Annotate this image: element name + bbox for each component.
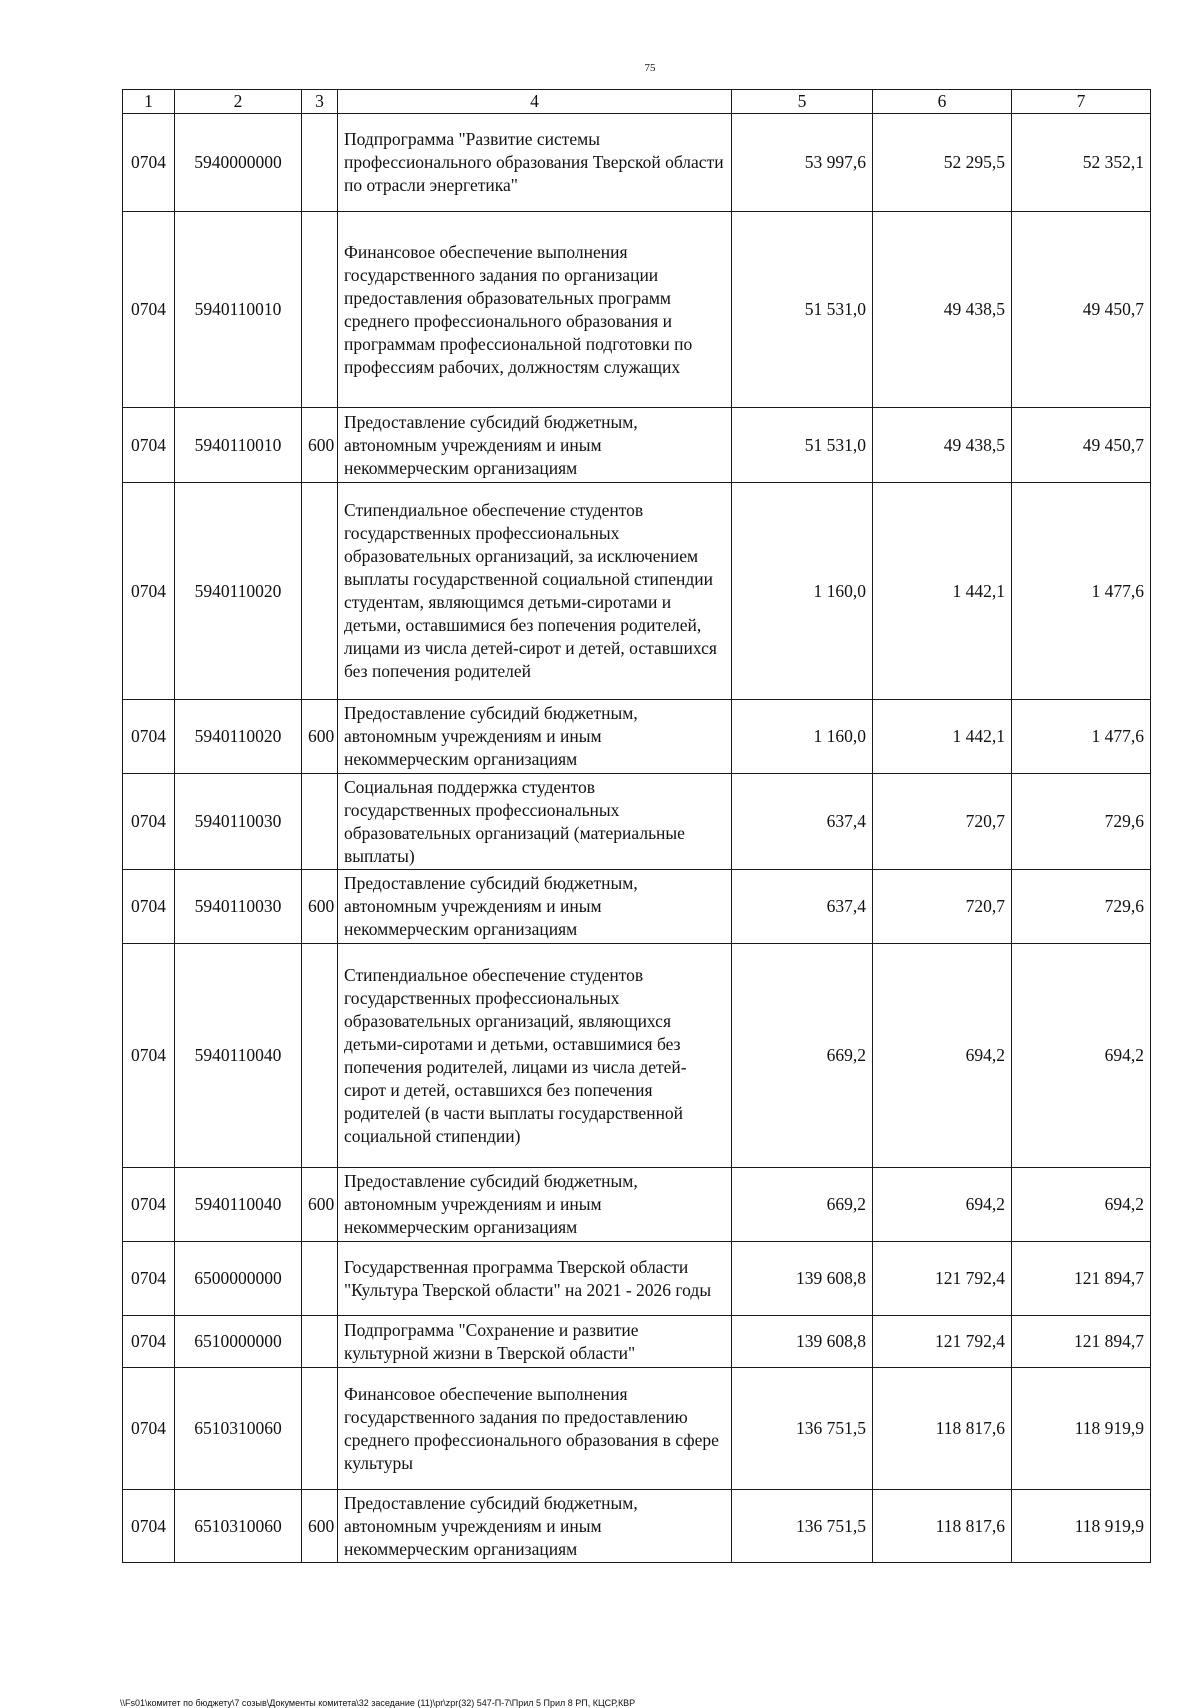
- amount-col-7: 729,6: [1012, 870, 1151, 944]
- item-name: Подпрограмма "Сохранение и развитие культурной жизни в Тверской области": [338, 1316, 732, 1368]
- amount-col-5: 136 751,5: [732, 1368, 873, 1490]
- target-article-code: 5940110010: [175, 408, 302, 483]
- expense-type-code: [302, 114, 338, 212]
- section-code: 0704: [123, 1316, 175, 1368]
- table-row: [123, 700, 1151, 774]
- amount-col-7: 121 894,7: [1012, 1242, 1151, 1316]
- section-code: 0704: [123, 944, 175, 1168]
- amount-col-5: 139 608,8: [732, 1242, 873, 1316]
- amount-col-6: 1 442,1: [873, 483, 1012, 700]
- item-name: Государственная программа Тверской области "Культура Тверской области" на 2021 - 2026 годы: [338, 1242, 732, 1316]
- footer-file-path: \\Fs01\комитет по бюджету\7 созыв\Документы комитета\32 заседание (11)\pr\zpr(32) 547-П-7\Прил 5 Прил 8 РП, КЦСР,КВР: [120, 1698, 636, 1708]
- section-code: 0704: [123, 1168, 175, 1242]
- target-article-code: 6510310060: [175, 1368, 302, 1490]
- target-article-code: 6500000000: [175, 1242, 302, 1316]
- item-name: Предоставление субсидий бюджетным, автономным учреждениям и иным некоммерческим организациям: [338, 1168, 732, 1242]
- table-row: [123, 1368, 1151, 1490]
- table-row: [123, 870, 1151, 944]
- expense-type-code: 600: [302, 870, 338, 944]
- amount-col-5: 669,2: [732, 1168, 873, 1242]
- target-article-code: 5940110030: [175, 870, 302, 944]
- amount-col-7: 49 450,7: [1012, 212, 1151, 408]
- section-code: 0704: [123, 1242, 175, 1316]
- amount-col-6: 694,2: [873, 944, 1012, 1168]
- header-cell-section: 1: [123, 90, 175, 114]
- section-code: 0704: [123, 1490, 175, 1563]
- section-code: 0704: [123, 114, 175, 212]
- header-cell-csr: 2: [175, 90, 302, 114]
- amount-col-7: 694,2: [1012, 944, 1151, 1168]
- header-cell-kvr: 3: [302, 90, 338, 114]
- section-code: 0704: [123, 700, 175, 774]
- table-row: [123, 408, 1151, 483]
- amount-col-7: 1 477,6: [1012, 483, 1151, 700]
- section-code: 0704: [123, 774, 175, 870]
- amount-col-7: 49 450,7: [1012, 408, 1151, 483]
- item-name: Стипендиальное обеспечение студентов государственных профессиональных образовательных организаций, за исключением выплаты государственной социальной стипендии студентам, являющимся детьми-сиротами и детьми, оставшимися без попечения родителей, лицами из числа детей-сирот и детей, оставшихся без попечения родителей: [338, 483, 732, 700]
- header-cell-amount-1: 5: [732, 90, 873, 114]
- table-row: [123, 1168, 1151, 1242]
- header-cell-amount-3: 7: [1012, 90, 1151, 114]
- table-row: [123, 1316, 1151, 1368]
- item-name: Социальная поддержка студентов государственных профессиональных образовательных организаций (материальные выплаты): [338, 774, 732, 870]
- expense-type-code: [302, 483, 338, 700]
- amount-col-7: 1 477,6: [1012, 700, 1151, 774]
- target-article-code: 5940110020: [175, 700, 302, 774]
- expense-type-code: [302, 212, 338, 408]
- amount-col-7: 118 919,9: [1012, 1490, 1151, 1563]
- amount-col-6: 1 442,1: [873, 700, 1012, 774]
- table-row: [123, 114, 1151, 212]
- expense-type-code: 600: [302, 1168, 338, 1242]
- amount-col-6: 720,7: [873, 870, 1012, 944]
- amount-col-6: 121 792,4: [873, 1242, 1012, 1316]
- amount-col-6: 49 438,5: [873, 212, 1012, 408]
- item-name: Финансовое обеспечение выполнения государственного задания по организации предоставления образовательных программ среднего профессионального образования и программам профессиональной подготовки по профессиям рабочих, должностям служащих: [338, 212, 732, 408]
- expense-type-code: 600: [302, 408, 338, 483]
- table-row: [123, 212, 1151, 408]
- header-row: [123, 90, 1151, 114]
- amount-col-7: 121 894,7: [1012, 1316, 1151, 1368]
- amount-col-5: 51 531,0: [732, 212, 873, 408]
- amount-col-5: 1 160,0: [732, 483, 873, 700]
- target-article-code: 5940110040: [175, 1168, 302, 1242]
- table-row: [123, 1242, 1151, 1316]
- target-article-code: 6510310060: [175, 1490, 302, 1563]
- item-name: Предоставление субсидий бюджетным, автономным учреждениям и иным некоммерческим организациям: [338, 700, 732, 774]
- section-code: 0704: [123, 1368, 175, 1490]
- amount-col-7: 118 919,9: [1012, 1368, 1151, 1490]
- section-code: 0704: [123, 408, 175, 483]
- page-number: 75: [644, 62, 656, 74]
- item-name: Предоставление субсидий бюджетным, автономным учреждениям и иным некоммерческим организациям: [338, 870, 732, 944]
- amount-col-6: 720,7: [873, 774, 1012, 870]
- section-code: 0704: [123, 870, 175, 944]
- expense-type-code: [302, 1316, 338, 1368]
- expense-type-code: [302, 774, 338, 870]
- expense-type-code: [302, 944, 338, 1168]
- item-name: Подпрограмма "Развитие системы профессионального образования Тверской области по отрасли энергетика": [338, 114, 732, 212]
- expense-type-code: [302, 1242, 338, 1316]
- item-name: Стипендиальное обеспечение студентов государственных профессиональных образовательных организаций, являющихся детьми-сиротами и детьми, оставшимися без попечения родителей, лицами из числа детей-сирот и детей, оставшихся без попечения родителей (в части выплаты государственной социальной стипендии): [338, 944, 732, 1168]
- budget-table: [122, 89, 1151, 1563]
- target-article-code: 5940110040: [175, 944, 302, 1168]
- target-article-code: 5940110030: [175, 774, 302, 870]
- amount-col-5: 139 608,8: [732, 1316, 873, 1368]
- table-row: [123, 1490, 1151, 1563]
- amount-col-5: 1 160,0: [732, 700, 873, 774]
- amount-col-6: 694,2: [873, 1168, 1012, 1242]
- amount-col-6: 118 817,6: [873, 1368, 1012, 1490]
- target-article-code: 6510000000: [175, 1316, 302, 1368]
- section-code: 0704: [123, 483, 175, 700]
- amount-col-5: 637,4: [732, 774, 873, 870]
- amount-col-5: 669,2: [732, 944, 873, 1168]
- item-name: Предоставление субсидий бюджетным, автономным учреждениям и иным некоммерческим организациям: [338, 1490, 732, 1563]
- amount-col-7: 694,2: [1012, 1168, 1151, 1242]
- item-name: Финансовое обеспечение выполнения государственного задания по предоставлению среднего профессионального образования в сфере культуры: [338, 1368, 732, 1490]
- amount-col-5: 51 531,0: [732, 408, 873, 483]
- header-cell-name: 4: [338, 90, 732, 114]
- amount-col-6: 49 438,5: [873, 408, 1012, 483]
- target-article-code: 5940110010: [175, 212, 302, 408]
- amount-col-7: 52 352,1: [1012, 114, 1151, 212]
- amount-col-6: 52 295,5: [873, 114, 1012, 212]
- amount-col-7: 729,6: [1012, 774, 1151, 870]
- table-row: [123, 944, 1151, 1168]
- amount-col-6: 118 817,6: [873, 1490, 1012, 1563]
- section-code: 0704: [123, 212, 175, 408]
- expense-type-code: [302, 1368, 338, 1490]
- table-row: [123, 483, 1151, 700]
- amount-col-5: 637,4: [732, 870, 873, 944]
- amount-col-5: 136 751,5: [732, 1490, 873, 1563]
- expense-type-code: 600: [302, 700, 338, 774]
- amount-col-5: 53 997,6: [732, 114, 873, 212]
- table-row: [123, 774, 1151, 870]
- item-name: Предоставление субсидий бюджетным, автономным учреждениям и иным некоммерческим организациям: [338, 408, 732, 483]
- amount-col-6: 121 792,4: [873, 1316, 1012, 1368]
- expense-type-code: 600: [302, 1490, 338, 1563]
- header-cell-amount-2: 6: [873, 90, 1012, 114]
- target-article-code: 5940110020: [175, 483, 302, 700]
- target-article-code: 5940000000: [175, 114, 302, 212]
